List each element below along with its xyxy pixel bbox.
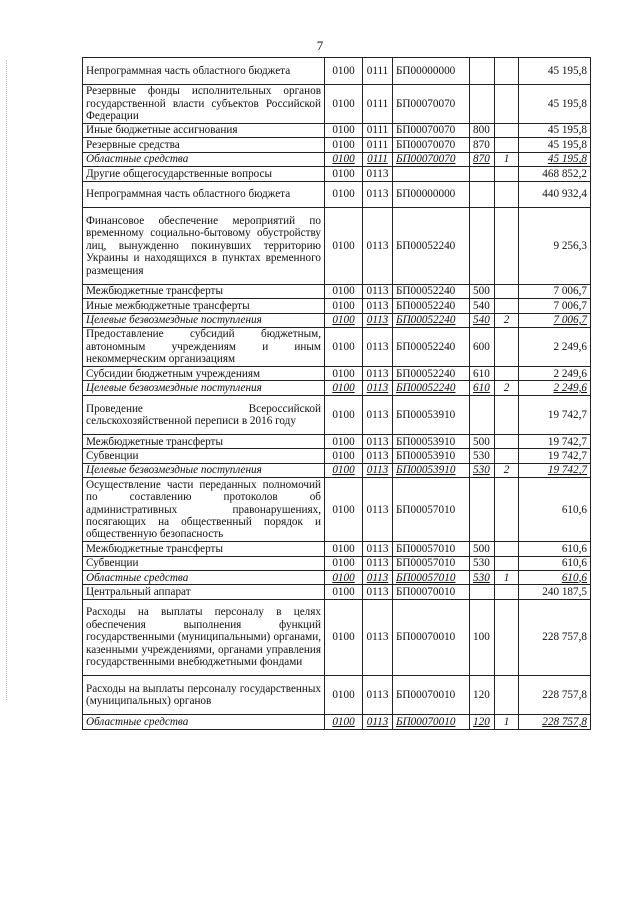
row-expense-type: 530: [470, 463, 495, 477]
row-source: [495, 284, 519, 298]
row-expense-type: 530: [470, 556, 495, 570]
row-source: [495, 395, 519, 434]
row-amount: 2 249,6: [519, 367, 591, 381]
row-subsection-code: 0111: [363, 84, 393, 123]
row-subsection-code: 0113: [363, 327, 393, 366]
row-source: [495, 58, 519, 85]
row-source: [495, 208, 519, 284]
row-amount: 2 249,6: [519, 381, 591, 395]
row-source: [495, 449, 519, 463]
row-target-article: БП00070070: [393, 138, 470, 152]
row-expense-type: 500: [470, 435, 495, 449]
row-amount: 19 742,7: [519, 395, 591, 434]
row-subsection-code: 0113: [363, 585, 393, 599]
row-name: Межбюджетные трансферты: [83, 435, 325, 449]
row-subsection-code: 0113: [363, 676, 393, 715]
row-name: Финансовое обеспечение мероприятий по временному социально-бытовому обустройству лиц, вынужденно покинувших территорию Украины и находящихся в пунктах временного размещения: [83, 208, 325, 284]
row-amount: 228 757,8: [519, 599, 591, 675]
row-name: Непрограммная часть областного бюджета: [83, 181, 325, 208]
row-source: 1: [495, 715, 519, 729]
row-name: Субвенции: [83, 449, 325, 463]
row-section-code: 0100: [325, 435, 363, 449]
row-target-article: БП00057010: [393, 571, 470, 585]
row-subsection-code: 0113: [363, 449, 393, 463]
row-amount: 240 187,5: [519, 585, 591, 599]
row-section-code: 0100: [325, 58, 363, 85]
table-body: [83, 58, 591, 730]
table-row: [83, 313, 591, 327]
row-source: 2: [495, 381, 519, 395]
row-section-code: 0100: [325, 123, 363, 137]
row-amount: 7 006,7: [519, 299, 591, 313]
table-row: [83, 58, 591, 85]
row-expense-type: [470, 167, 495, 181]
row-target-article: БП00052240: [393, 284, 470, 298]
row-section-code: 0100: [325, 381, 363, 395]
row-name: Целевые безвозмездные поступления: [83, 313, 325, 327]
row-target-article: БП00070010: [393, 585, 470, 599]
row-target-article: БП00052240: [393, 327, 470, 366]
row-section-code: 0100: [325, 313, 363, 327]
row-amount: 7 006,7: [519, 284, 591, 298]
table-row: [83, 463, 591, 477]
row-target-article: БП00070010: [393, 715, 470, 729]
row-section-code: 0100: [325, 152, 363, 166]
row-target-article: БП00070070: [393, 84, 470, 123]
row-target-article: БП00053910: [393, 395, 470, 434]
row-subsection-code: 0111: [363, 138, 393, 152]
row-amount: 610,6: [519, 542, 591, 556]
row-section-code: 0100: [325, 367, 363, 381]
row-source: [495, 327, 519, 366]
table-row: [83, 123, 591, 137]
row-expense-type: 870: [470, 138, 495, 152]
row-section-code: 0100: [325, 167, 363, 181]
row-source: 2: [495, 313, 519, 327]
row-name: Межбюджетные трансферты: [83, 542, 325, 556]
row-name: Областные средства: [83, 715, 325, 729]
row-subsection-code: 0113: [363, 395, 393, 434]
row-expense-type: 540: [470, 299, 495, 313]
table-row: [83, 478, 591, 542]
row-amount: 45 195,8: [519, 123, 591, 137]
row-name: Другие общегосударственные вопросы: [83, 167, 325, 181]
row-name: Целевые безвозмездные поступления: [83, 381, 325, 395]
row-section-code: 0100: [325, 463, 363, 477]
row-amount: 19 742,7: [519, 449, 591, 463]
row-expense-type: 600: [470, 327, 495, 366]
row-subsection-code: 0113: [363, 181, 393, 208]
row-subsection-code: 0113: [363, 167, 393, 181]
row-amount: 45 195,8: [519, 152, 591, 166]
row-target-article: БП00057010: [393, 478, 470, 542]
row-source: 1: [495, 571, 519, 585]
row-source: [495, 556, 519, 570]
table-row: [83, 585, 591, 599]
row-name: Осуществление части переданных полномочий по составлению протоколов об административных правонарушениях, посягающих на общественный порядок и общественную безопасность: [83, 478, 325, 542]
row-section-code: 0100: [325, 571, 363, 585]
row-subsection-code: 0113: [363, 435, 393, 449]
row-source: 2: [495, 463, 519, 477]
row-expense-type: [470, 208, 495, 284]
row-expense-type: [470, 58, 495, 85]
row-amount: 9 256,3: [519, 208, 591, 284]
row-section-code: 0100: [325, 556, 363, 570]
row-target-article: БП00070010: [393, 599, 470, 675]
row-amount: 228 757,8: [519, 715, 591, 729]
table-row: [83, 676, 591, 715]
row-source: [495, 599, 519, 675]
row-name: Резервные средства: [83, 138, 325, 152]
row-amount: 45 195,8: [519, 58, 591, 85]
table-row: [83, 381, 591, 395]
row-expense-type: 530: [470, 449, 495, 463]
row-expense-type: 500: [470, 542, 495, 556]
row-section-code: 0100: [325, 327, 363, 366]
row-expense-type: 120: [470, 715, 495, 729]
row-amount: 468 852,2: [519, 167, 591, 181]
row-source: [495, 542, 519, 556]
row-subsection-code: 0111: [363, 58, 393, 85]
row-subsection-code: 0113: [363, 208, 393, 284]
row-target-article: [393, 167, 470, 181]
row-subsection-code: 0113: [363, 299, 393, 313]
row-source: [495, 478, 519, 542]
binding-margin-line: [6, 60, 7, 700]
row-target-article: БП00070070: [393, 123, 470, 137]
table-row: [83, 299, 591, 313]
row-source: 1: [495, 152, 519, 166]
row-source: [495, 367, 519, 381]
row-source: [495, 585, 519, 599]
table-row: [83, 556, 591, 570]
row-section-code: 0100: [325, 585, 363, 599]
table-row: [83, 542, 591, 556]
row-name: Субсидии бюджетным учреждениям: [83, 367, 325, 381]
row-expense-type: 870: [470, 152, 495, 166]
row-name: Областные средства: [83, 571, 325, 585]
row-source: [495, 676, 519, 715]
row-amount: 45 195,8: [519, 138, 591, 152]
table-row: [83, 152, 591, 166]
row-amount: 2 249,6: [519, 327, 591, 366]
row-amount: 610,6: [519, 556, 591, 570]
budget-table: [82, 57, 591, 730]
row-section-code: 0100: [325, 84, 363, 123]
row-name: Межбюджетные трансферты: [83, 284, 325, 298]
row-amount: 19 742,7: [519, 435, 591, 449]
row-expense-type: 530: [470, 571, 495, 585]
row-amount: 19 742,7: [519, 463, 591, 477]
table-row: [83, 395, 591, 434]
row-section-code: 0100: [325, 449, 363, 463]
row-name: Иные бюджетные ассигнования: [83, 123, 325, 137]
row-source: [495, 181, 519, 208]
row-name: Областные средства: [83, 152, 325, 166]
table-row: [83, 84, 591, 123]
row-section-code: 0100: [325, 676, 363, 715]
row-target-article: БП00052240: [393, 208, 470, 284]
row-source: [495, 435, 519, 449]
table-row: [83, 327, 591, 366]
row-section-code: 0100: [325, 395, 363, 434]
table-row: [83, 599, 591, 675]
row-subsection-code: 0113: [363, 556, 393, 570]
row-expense-type: 500: [470, 284, 495, 298]
row-target-article: БП00052240: [393, 381, 470, 395]
row-name: Центральный аппарат: [83, 585, 325, 599]
row-section-code: 0100: [325, 138, 363, 152]
row-target-article: БП00053910: [393, 463, 470, 477]
row-expense-type: [470, 478, 495, 542]
row-expense-type: [470, 585, 495, 599]
row-source: [495, 299, 519, 313]
row-target-article: БП00053910: [393, 435, 470, 449]
row-section-code: 0100: [325, 299, 363, 313]
row-subsection-code: 0113: [363, 715, 393, 729]
table-row: [83, 571, 591, 585]
row-expense-type: 540: [470, 313, 495, 327]
row-target-article: БП00070010: [393, 676, 470, 715]
row-source: [495, 84, 519, 123]
row-subsection-code: 0113: [363, 542, 393, 556]
row-name: Субвенции: [83, 556, 325, 570]
row-subsection-code: 0113: [363, 284, 393, 298]
table-row: [83, 181, 591, 208]
table-row: [83, 715, 591, 729]
row-expense-type: 610: [470, 367, 495, 381]
row-section-code: 0100: [325, 599, 363, 675]
table-row: [83, 138, 591, 152]
row-subsection-code: 0113: [363, 463, 393, 477]
table-row: [83, 208, 591, 284]
row-expense-type: 100: [470, 599, 495, 675]
row-source: [495, 123, 519, 137]
row-section-code: 0100: [325, 478, 363, 542]
row-name: Резервные фонды исполнительных органов государственной власти субъектов Российской Федерации: [83, 84, 325, 123]
row-subsection-code: 0113: [363, 571, 393, 585]
row-section-code: 0100: [325, 181, 363, 208]
row-amount: 610,6: [519, 571, 591, 585]
row-target-article: БП00000000: [393, 58, 470, 85]
row-name: Предоставление субсидий бюджетным, автономным учреждениям и иным некоммерческим организациям: [83, 327, 325, 366]
row-expense-type: 800: [470, 123, 495, 137]
row-amount: 440 932,4: [519, 181, 591, 208]
table-row: [83, 167, 591, 181]
row-expense-type: 610: [470, 381, 495, 395]
row-expense-type: 120: [470, 676, 495, 715]
row-subsection-code: 0111: [363, 123, 393, 137]
row-subsection-code: 0113: [363, 599, 393, 675]
row-target-article: БП00052240: [393, 313, 470, 327]
row-expense-type: [470, 181, 495, 208]
table-row: [83, 367, 591, 381]
row-section-code: 0100: [325, 715, 363, 729]
row-expense-type: [470, 395, 495, 434]
row-target-article: БП00052240: [393, 299, 470, 313]
row-subsection-code: 0113: [363, 313, 393, 327]
row-name: Непрограммная часть областного бюджета: [83, 58, 325, 85]
row-target-article: БП00057010: [393, 542, 470, 556]
row-target-article: БП00070070: [393, 152, 470, 166]
row-target-article: БП00052240: [393, 367, 470, 381]
row-expense-type: [470, 84, 495, 123]
row-amount: 7 006,7: [519, 313, 591, 327]
row-section-code: 0100: [325, 208, 363, 284]
row-source: [495, 138, 519, 152]
row-name: Иные межбюджетные трансферты: [83, 299, 325, 313]
row-name: Расходы на выплаты персоналу государственных (муниципальных) органов: [83, 676, 325, 715]
table-row: [83, 284, 591, 298]
page-number: 7: [316, 38, 324, 53]
row-subsection-code: 0111: [363, 152, 393, 166]
row-section-code: 0100: [325, 542, 363, 556]
row-subsection-code: 0113: [363, 478, 393, 542]
row-section-code: 0100: [325, 284, 363, 298]
row-name: Целевые безвозмездные поступления: [83, 463, 325, 477]
table-row: [83, 449, 591, 463]
row-amount: 228 757,8: [519, 676, 591, 715]
table-row: [83, 435, 591, 449]
row-name: Проведение Всероссийской сельскохозяйственной переписи в 2016 году: [83, 395, 325, 434]
row-target-article: БП00057010: [393, 556, 470, 570]
row-source: [495, 167, 519, 181]
row-name: Расходы на выплаты персоналу в целях обеспечения выполнения функций государственными (муниципальными) органами, казенными учреждениями, органами управления государственными внебюджетными фондами: [83, 599, 325, 675]
row-subsection-code: 0113: [363, 381, 393, 395]
row-amount: 45 195,8: [519, 84, 591, 123]
row-subsection-code: 0113: [363, 367, 393, 381]
row-target-article: БП00053910: [393, 449, 470, 463]
row-target-article: БП00000000: [393, 181, 470, 208]
row-amount: 610,6: [519, 478, 591, 542]
